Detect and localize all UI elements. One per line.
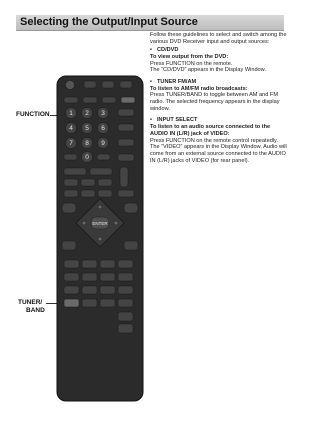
transport-button[interactable]: [64, 168, 86, 175]
menu-button[interactable]: [62, 203, 76, 213]
section-subheading: To listen to AM/FM radio broadcasts:: [150, 85, 248, 92]
section-input-select: [150, 117, 288, 124]
digit-label: 7: [69, 140, 73, 148]
section-title: Selecting the Output/Input Source: [20, 16, 198, 28]
grid-button[interactable]: [64, 273, 79, 281]
section-body: Press FUNCTION on the remote.: [150, 60, 233, 67]
bullet-icon: •: [150, 47, 152, 54]
grid-button[interactable]: [82, 273, 97, 281]
grid-button[interactable]: [82, 286, 97, 294]
section-cd-dvd: [150, 47, 288, 54]
side-button[interactable]: [118, 154, 134, 161]
grid-button[interactable]: [118, 312, 133, 321]
grid-button[interactable]: [82, 260, 97, 268]
digit-label: 5: [85, 125, 89, 133]
grid-button[interactable]: [100, 273, 115, 281]
grid-button[interactable]: [118, 299, 133, 307]
digit-label: 4: [69, 125, 73, 133]
section-subheading: To view output from the DVD:: [150, 53, 229, 60]
grid-button[interactable]: [100, 260, 115, 268]
section-header: [16, 15, 284, 31]
remote-control: [56, 75, 144, 402]
grid-button[interactable]: [100, 286, 115, 294]
section-heading: CD/DVD: [157, 47, 179, 54]
menu-button[interactable]: [124, 203, 138, 213]
function-row-button[interactable]: [64, 97, 78, 103]
digit-label: 9: [101, 140, 105, 148]
small-button[interactable]: [97, 154, 110, 160]
instructions: [150, 32, 288, 165]
bullet-icon: •: [150, 117, 152, 124]
corner-button[interactable]: [62, 241, 76, 250]
function-row-button[interactable]: [102, 97, 116, 103]
top-button[interactable]: [102, 81, 114, 88]
intro-text: Follow these guidelines to select and switch among the various DVD Receiver input and output sources:: [150, 32, 287, 45]
top-button[interactable]: [84, 81, 96, 88]
side-button[interactable]: [118, 124, 134, 131]
digit-label: 0: [85, 154, 89, 162]
section-body: Press FUNCTION on the remote control repeatedly. The “VIDEO” appears in the Display Window. Audio will come from an external source connected to the AUDIO IN (L/R) jacks of VIDEO (for rear panel).: [150, 137, 287, 165]
function-label: FUNCTION: [16, 111, 50, 118]
side-button[interactable]: [118, 139, 134, 146]
transport-button[interactable]: [90, 168, 112, 175]
digit-label: 6: [101, 125, 105, 133]
section-body: Press TUNER/BAND to toggle between AM and FM radio. The selected frequency appears in the display window.: [150, 92, 280, 112]
enter-label: ENTER: [92, 221, 108, 226]
transport-button[interactable]: [81, 179, 95, 186]
grid-button[interactable]: [64, 260, 79, 268]
grid-button[interactable]: [118, 260, 133, 268]
function-button[interactable]: [121, 97, 135, 103]
transport-button[interactable]: [98, 190, 112, 197]
digit-label: 1: [69, 110, 73, 118]
function-row-button[interactable]: [83, 97, 97, 103]
transport-button[interactable]: [81, 190, 95, 197]
grid-button[interactable]: [118, 324, 133, 333]
grid-button[interactable]: [82, 299, 97, 307]
up-arrow-icon[interactable]: [98, 205, 102, 209]
digit-label: 8: [85, 140, 89, 148]
transport-button[interactable]: [64, 190, 78, 197]
grid-button[interactable]: [64, 286, 79, 294]
small-button[interactable]: [64, 154, 77, 160]
section-heading: TUNER FM/AM: [157, 78, 197, 85]
section-body: The “CD/DVD” appears in the Display Window.: [150, 67, 266, 74]
bullet-icon: •: [150, 78, 152, 85]
section-heading: INPUT SELECT: [157, 117, 198, 124]
tuner-band-button[interactable]: [64, 299, 79, 307]
grid-button[interactable]: [118, 273, 133, 281]
power-button[interactable]: [66, 81, 75, 90]
digit-label: 3: [101, 110, 105, 118]
grid-button[interactable]: [118, 286, 133, 294]
side-button[interactable]: [118, 109, 134, 116]
digit-label: 2: [85, 110, 89, 118]
right-arrow-icon[interactable]: [114, 221, 118, 225]
section-subheading: To listen to an audio source connected to the AUDIO IN (L/R) jack of VIDEO:: [150, 124, 271, 137]
remote-illustration: [56, 75, 144, 402]
corner-button[interactable]: [124, 241, 138, 250]
down-arrow-icon[interactable]: [98, 237, 102, 241]
section-tuner: [150, 79, 288, 86]
left-arrow-icon[interactable]: [82, 221, 86, 225]
top-button[interactable]: [120, 81, 132, 88]
tuner-label-2: BAND: [26, 307, 45, 314]
transport-button[interactable]: [64, 179, 78, 186]
grid-button[interactable]: [100, 299, 115, 307]
transport-button[interactable]: [98, 179, 112, 186]
tuner-label: TUNER/: [18, 299, 43, 306]
transport-button[interactable]: [118, 190, 134, 197]
volume-rocker[interactable]: [120, 167, 128, 187]
